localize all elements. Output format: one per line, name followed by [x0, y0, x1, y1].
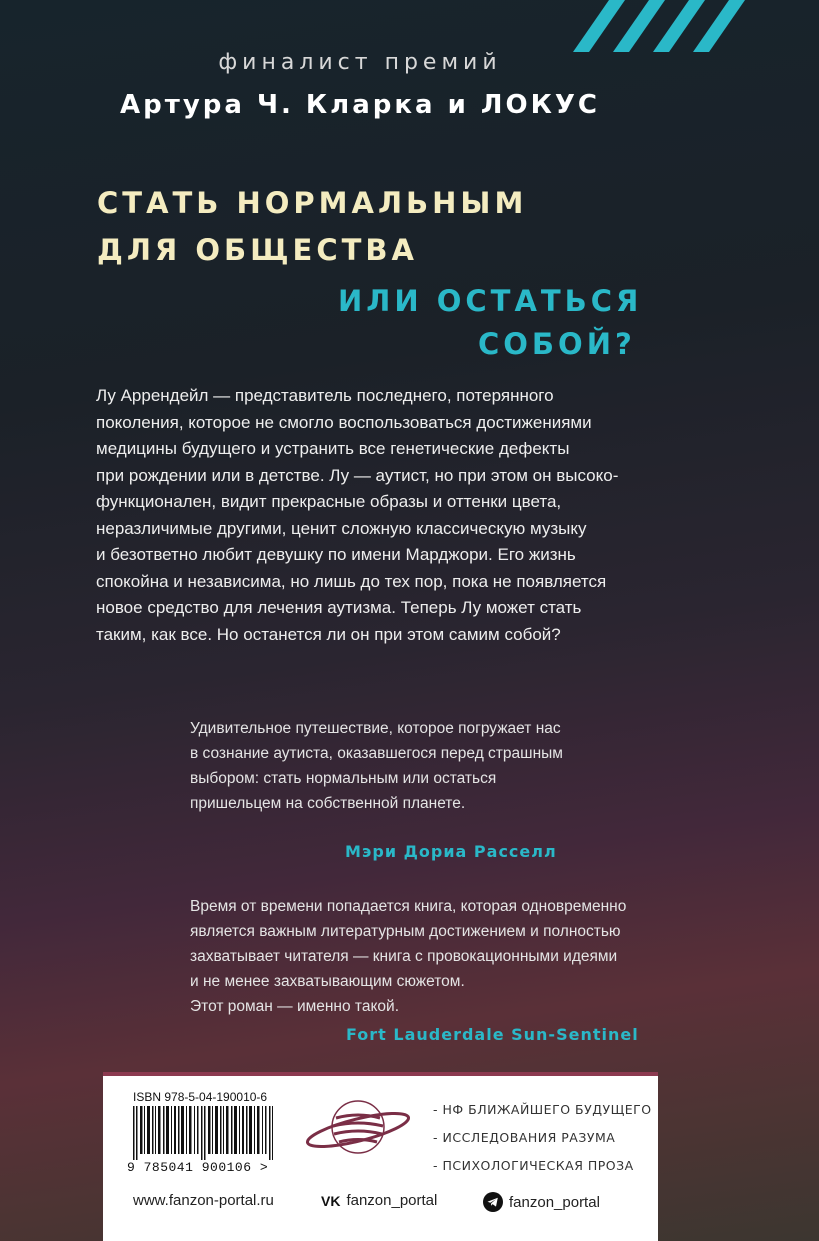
vk-logo-icon: VK — [321, 1192, 341, 1209]
description-line: и безответно любит девушку по имени Марджори. Его жизнь — [96, 545, 576, 564]
website-link[interactable] — [133, 1192, 274, 1209]
award-caption: финалист премий — [218, 50, 502, 75]
description-line: Лу Аррендейл — представитель последнего, потерянного — [96, 386, 554, 405]
description-line: функционален, видит прекрасные образы и оттенки цвета, — [96, 492, 562, 511]
description-line: медицины будущего и устранить все генетические дефекты — [96, 439, 570, 458]
quote-line: Этот роман — именно такой. — [190, 998, 400, 1015]
quote-line: захватывает читателя — книга с провокационными идеями — [190, 948, 618, 965]
series-item: - НФ БЛИЖАЙШЕГО БУДУЩЕГО — [433, 1102, 652, 1117]
series-list — [433, 1096, 652, 1180]
quote-line: Удивительное путешествие, которое погружает нас — [190, 720, 561, 737]
headline-line-1: СТАТЬ НОРМАЛЬНЫМ — [97, 186, 528, 220]
planet-logo-icon — [303, 1090, 413, 1164]
vk-handle: fanzon_portal — [346, 1192, 438, 1209]
headline-line-4: СОБОЙ? — [478, 327, 636, 361]
description-line: таким, как все. Но останется ли он при этом самим собой? — [96, 624, 561, 644]
series-item: - ИССЛЕДОВАНИЯ РАЗУМА — [433, 1130, 616, 1145]
telegram-link[interactable] — [483, 1192, 600, 1212]
vk-link[interactable] — [321, 1192, 437, 1209]
website-url: www.fanzon-portal.ru — [133, 1192, 274, 1209]
quote-line: является важным литературным достижением и полностью — [190, 923, 621, 940]
telegram-icon — [483, 1192, 503, 1212]
description-line: спокойна и независима, но лишь до тех пор, пока не появляется — [96, 571, 607, 591]
publisher-links — [133, 1192, 643, 1218]
publisher-panel — [103, 1072, 658, 1241]
description-line: неразличимые другими, ценит сложную классическую музыку — [96, 518, 587, 538]
description-line: новое средство для лечения аутизма. Теперь Лу может стать — [96, 598, 582, 617]
quote-line: пришельцем на собственной планете. — [190, 795, 466, 812]
series-item: - ПСИХОЛОГИЧЕСКАЯ ПРОЗА — [433, 1158, 634, 1173]
barcode — [133, 1106, 273, 1160]
decorative-stripes — [569, 0, 759, 52]
review-quote-1 — [190, 716, 640, 816]
award-names: Артура Ч. Кларка и ЛОКУС — [120, 90, 600, 120]
barcode-digits: 9 785041 900106 > — [127, 1160, 269, 1175]
quote-line: в сознание аутиста, оказавшегося перед страшным — [190, 745, 563, 762]
quote-1-author: Мэри Дориа Расселл — [345, 842, 557, 861]
description-line: поколения, которое не смогло воспользоваться достижениями — [96, 412, 592, 432]
review-quote-2 — [190, 894, 640, 1019]
quote-line: Время от времени попадается книга, которая одновременно — [190, 898, 627, 915]
headline-line-2: ДЛЯ ОБЩЕСТВА — [97, 233, 418, 267]
headline-line-3: ИЛИ ОСТАТЬСЯ — [338, 284, 643, 318]
quote-line: и не менее захватывающим сюжетом. — [190, 973, 465, 990]
quote-line: выбором: стать нормальным или остаться — [190, 770, 497, 787]
telegram-handle: fanzon_portal — [509, 1193, 600, 1211]
isbn-number: ISBN 978-5-04-190010-6 — [133, 1090, 268, 1104]
description-line: при рождении или в детстве. Лу — аутист, но при этом он высоко- — [96, 465, 619, 485]
quote-2-author: Fort Lauderdale Sun-Sentinel — [346, 1025, 639, 1044]
book-description — [96, 383, 656, 648]
